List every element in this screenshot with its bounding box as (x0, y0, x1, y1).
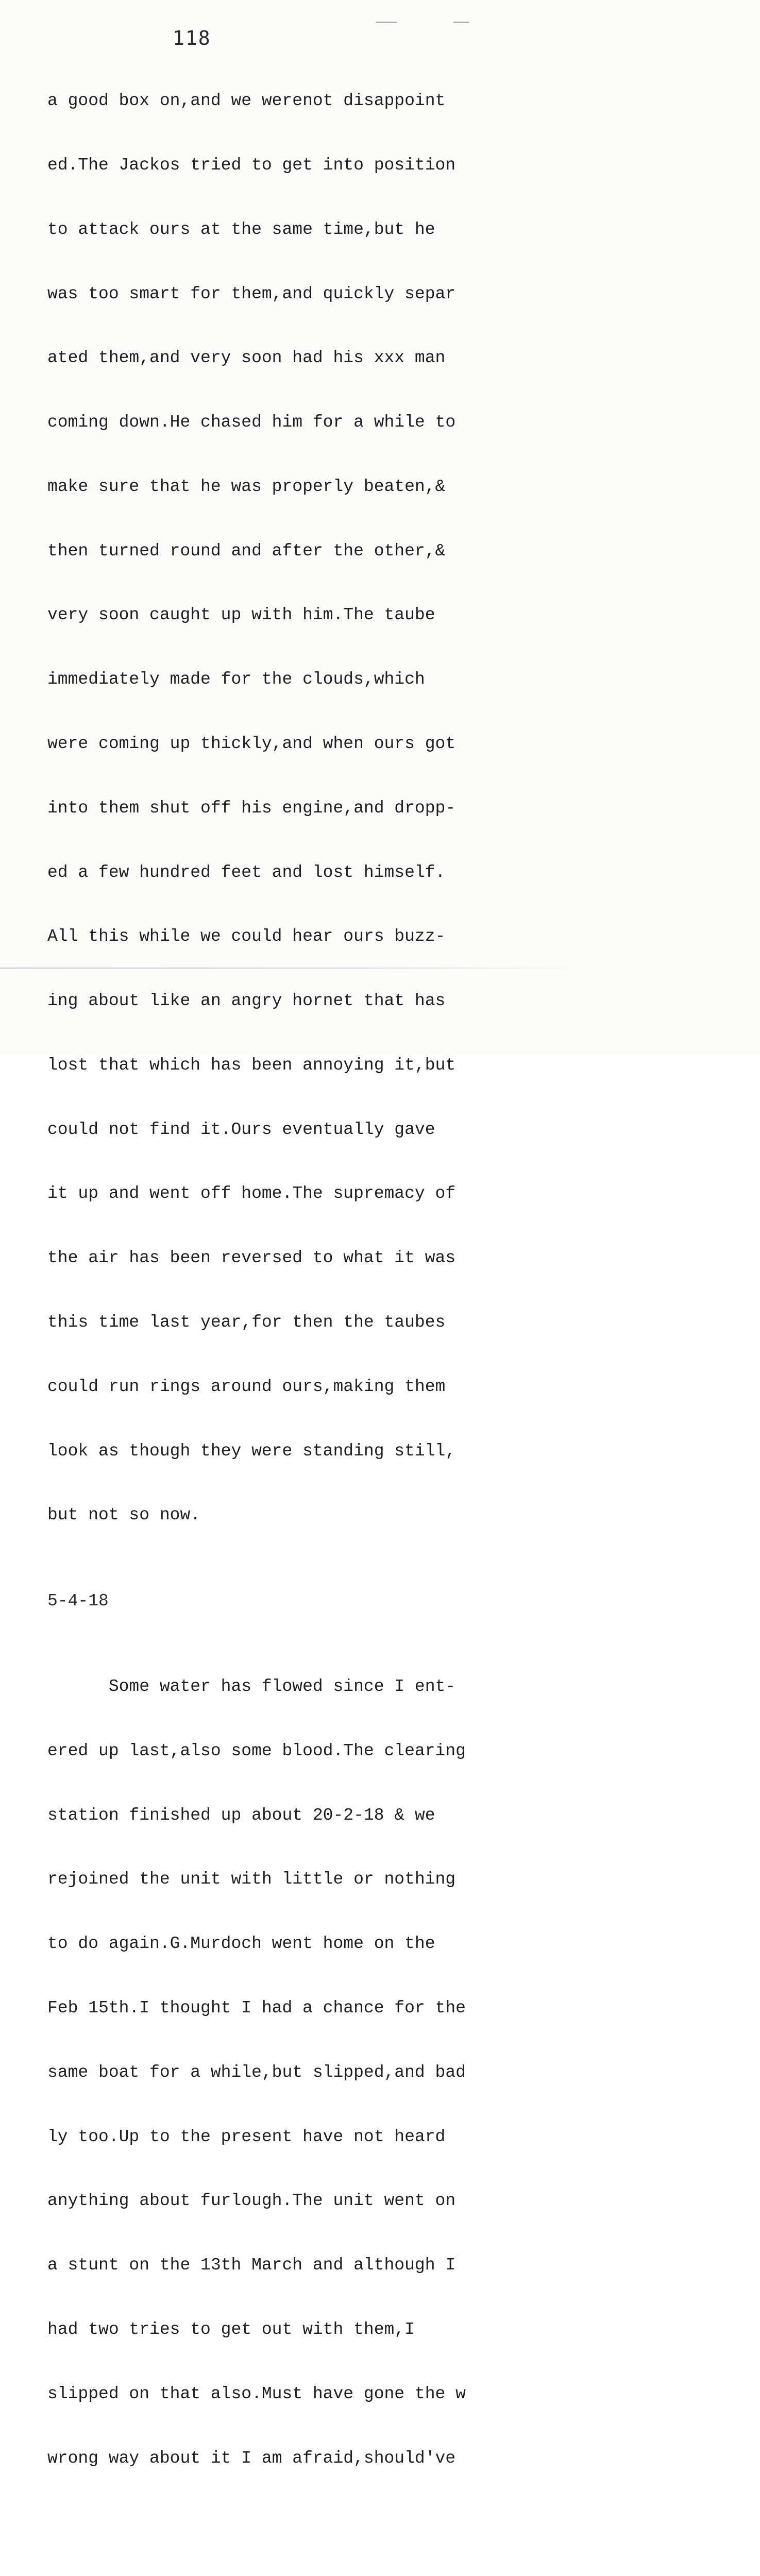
text-line: it up and went off home.The supremacy of (47, 1184, 456, 1204)
text-line: could run rings around ours,making them (47, 1377, 446, 1396)
text-line: ated them,and very soon had his xxx man (47, 348, 446, 368)
text-line: the air has been reversed to what it was (47, 1248, 456, 1268)
text-line: ed.The Jackos tried to get into position (47, 155, 456, 175)
text-line: make sure that he was properly beaten,& (47, 477, 446, 496)
text-line: coming down.He chased him for a while to (47, 413, 456, 432)
text-line: station finished up about 20-2-18 & we (47, 1805, 435, 1825)
scan-mark (453, 22, 469, 23)
text-line: ly too.Up to the present have not heard (47, 2127, 446, 2146)
text-line: very soon caught up with him.The taube (47, 605, 435, 625)
text-line: Some water has flowed since I ent- (47, 1677, 456, 1697)
line-gap (47, 2533, 568, 2545)
scan-edge-line (0, 968, 577, 969)
text-line: slipped on that also.Must have gone the w (47, 2384, 466, 2403)
text-line: a good box on,and we werenot disappoint (47, 91, 446, 111)
text-line: wrong way about it I am afraid,should've (47, 2448, 456, 2468)
text-line: immediately made for the clouds,which (47, 670, 425, 689)
text-line: to do again.G.Murdoch went home on the (47, 1934, 435, 1954)
text-line: anything about furlough.The unit went on (47, 2191, 456, 2211)
text-line: All this while we could hear ours buzz- (47, 927, 446, 946)
text-line: lost that which has been annoying it,but (47, 1055, 456, 1075)
entry-date: 5-4-18 (47, 1591, 109, 1611)
text-line: then turned round and after the other,& (47, 541, 446, 561)
text-line: but not so now. (47, 1505, 201, 1525)
page-number: 118 (173, 27, 211, 49)
typed-text-body (47, 47, 568, 2576)
text-line: Feb 15th.I thought I had a chance for the (47, 1998, 466, 2018)
text-line: ed a few hundred feet and lost himself. (47, 862, 446, 882)
text-line: ered up last,also some blood.The clearing (47, 1741, 466, 1760)
text-line: same boat for a while,but slipped,and bad (47, 2062, 466, 2082)
text-line: were coming up thickly,and when ours got (47, 734, 456, 753)
text-line: could not find it.Ours eventually gave (47, 1120, 435, 1139)
text-line: ing about like an angry hornet that has (47, 991, 446, 1011)
text-line: rejoined the unit with little or nothing (47, 1870, 456, 1889)
text-line: into them shut off his engine,and dropp- (47, 798, 456, 818)
text-line: to attack ours at the same time,but he (47, 219, 435, 239)
text-line: was too smart for them,and quickly separ (47, 284, 456, 303)
text-line: had two tries to get out with them,I (47, 2319, 415, 2339)
text-line: a stunt on the 13th March and although I (47, 2256, 456, 2275)
scan-mark (376, 22, 397, 23)
text-line: this time last year,for then the taubes (47, 1313, 446, 1332)
text-line: look as though they were standing still, (47, 1441, 456, 1461)
